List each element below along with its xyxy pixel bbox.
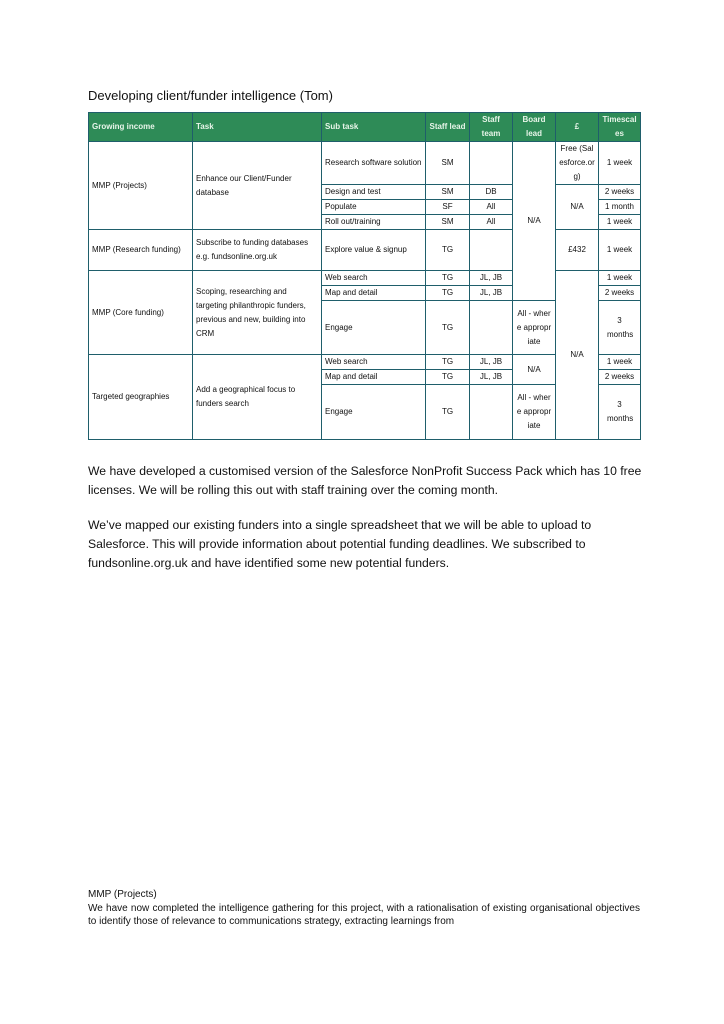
header-task: Task [193, 113, 322, 142]
sub-task-cell: Map and detail [322, 370, 426, 385]
sub-task-cell: Populate [322, 200, 426, 215]
staff-team-cell: JL, JB [470, 370, 513, 385]
header-staff-lead: Staff lead [426, 113, 470, 142]
timescale-cell: 2 weeks [599, 185, 641, 200]
staff-team-cell: JL, JB [470, 355, 513, 370]
sub-task-cell: Engage [322, 385, 426, 440]
header-growing-income: Growing income [89, 113, 193, 142]
cost-cell: Free (Salesforce.org) [556, 142, 599, 185]
section-heading: Developing client/funder intelligence (Tom) [88, 88, 333, 103]
staff-team-cell: JL, JB [470, 286, 513, 301]
staff-lead-cell: TG [426, 271, 470, 286]
header-cost: £ [556, 113, 599, 142]
task-cell: Scoping, researching and targeting philanthropic funders, previous and new, building into CRM [193, 271, 322, 355]
cost-cell: N/A [556, 185, 599, 230]
table-row [89, 271, 641, 286]
staff-lead-cell: TG [426, 301, 470, 355]
table-row [89, 230, 641, 271]
table-header-row [89, 113, 641, 142]
section-title: MMP (Projects) [88, 889, 157, 900]
staff-lead-cell: SM [426, 185, 470, 200]
task-cell: Enhance our Client/Funder database [193, 142, 322, 230]
staff-team-cell [470, 230, 513, 271]
table-row [89, 142, 641, 185]
timescale-cell: 1 week [599, 355, 641, 370]
header-board-lead: Board lead [513, 113, 556, 142]
header-staff-team: Staff team [470, 113, 513, 142]
timescale-cell: 1 week [599, 215, 641, 230]
staff-lead-cell: TG [426, 355, 470, 370]
staff-lead-cell: TG [426, 385, 470, 440]
staff-lead-cell: SF [426, 200, 470, 215]
cost-cell: £432 [556, 230, 599, 271]
paragraph-salesforce: We have developed a customised version of the Salesforce NonProfit Success Pack which has 10 free licenses. We will be rolling this out with staff training over the coming month. [88, 464, 642, 497]
sub-task-cell: Web search [322, 271, 426, 286]
section-body: We have now completed the intelligence gathering for this project, with a rationalisation of existing organisational objectives to identify those of relevance to communications strategy, extracting learnings from [88, 903, 640, 927]
task-cell: Add a geographical focus to funders search [193, 355, 322, 440]
task-cell: Subscribe to funding databases e.g. fundsonline.org.uk [193, 230, 322, 271]
staff-lead-cell: SM [426, 215, 470, 230]
staff-team-cell [470, 301, 513, 355]
timescale-cell: 1 month [599, 200, 641, 215]
growing-income-cell: Targeted geographies [89, 355, 193, 440]
sub-task-cell: Map and detail [322, 286, 426, 301]
timescale-cell: 1 week [599, 230, 641, 271]
timescale-cell: 1 week [599, 142, 641, 185]
header-timescales: Timescales [599, 113, 641, 142]
staff-lead-cell: TG [426, 286, 470, 301]
intelligence-table [88, 112, 641, 440]
header-sub-task: Sub task [322, 113, 426, 142]
growing-income-cell: MMP (Projects) [89, 142, 193, 230]
sub-task-cell: Research software solution [322, 142, 426, 185]
cost-cell: N/A [556, 271, 599, 440]
staff-team-cell: JL, JB [470, 271, 513, 286]
staff-lead-cell: SM [426, 142, 470, 185]
staff-lead-cell: TG [426, 230, 470, 271]
staff-team-cell: DB [470, 185, 513, 200]
paragraph-funders: We’ve mapped our existing funders into a single spreadsheet that we will be able to upload to Salesforce. This will provide information about potential funding deadlines. We subscribed to fundsonline.org.uk and have identified some new potential funders. [88, 518, 592, 570]
sub-task-cell: Roll out/training [322, 215, 426, 230]
sub-task-cell: Explore value & signup [322, 230, 426, 271]
growing-income-cell: MMP (Research funding) [89, 230, 193, 271]
sub-task-cell: Design and test [322, 185, 426, 200]
board-lead-cell: N/A [513, 142, 556, 301]
board-lead-cell: All - where appropriate [513, 385, 556, 440]
timescale-cell: 3 months [599, 385, 641, 440]
staff-team-cell [470, 142, 513, 185]
timescale-cell: 2 weeks [599, 370, 641, 385]
timescale-cell: 1 week [599, 271, 641, 286]
sub-task-cell: Web search [322, 355, 426, 370]
staff-team-cell: All [470, 215, 513, 230]
board-lead-cell: All - where appropriate [513, 301, 556, 355]
staff-lead-cell: TG [426, 370, 470, 385]
staff-team-cell: All [470, 200, 513, 215]
board-lead-cell: N/A [513, 355, 556, 385]
timescale-cell: 3 months [599, 301, 641, 355]
staff-team-cell [470, 385, 513, 440]
growing-income-cell: MMP (Core funding) [89, 271, 193, 355]
timescale-cell: 2 weeks [599, 286, 641, 301]
sub-task-cell: Engage [322, 301, 426, 355]
